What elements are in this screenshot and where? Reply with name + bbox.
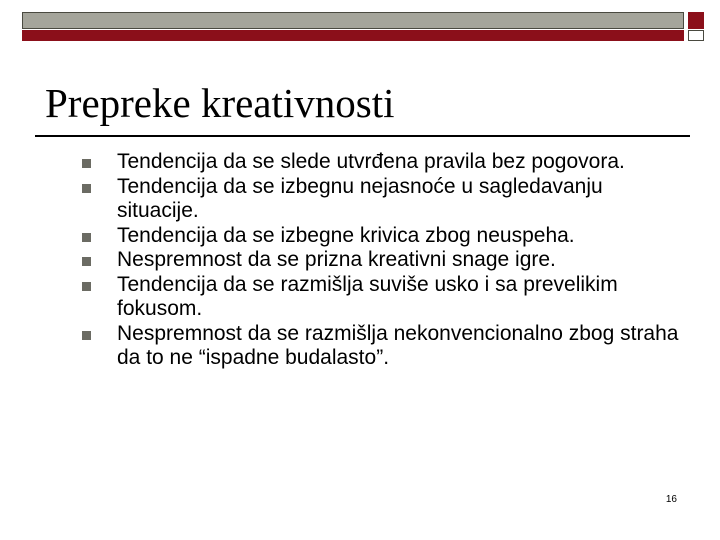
square-bullet-icon (82, 331, 91, 340)
square-bullet-icon (82, 233, 91, 242)
bullet-item (70, 248, 690, 273)
bullet-text: Nespremnost da se prizna kreativni snage igre. (117, 248, 556, 271)
bullet-item (70, 322, 690, 371)
bullet-item (70, 150, 690, 175)
bullet-text: Tendencija da se razmišlja suviše usko i sa prevelikim fokusom. (117, 272, 618, 320)
header-bar-red (22, 30, 684, 41)
header-corner-square-red (688, 12, 704, 29)
square-bullet-icon (82, 282, 91, 291)
square-bullet-icon (82, 159, 91, 168)
square-bullet-icon (82, 184, 91, 193)
header-corner-square-outline (688, 30, 704, 41)
page-number: 16 (665, 494, 677, 505)
bullet-text: Tendencija da se slede utvrđena pravila bez pogovora. (117, 150, 625, 173)
bullet-item (70, 224, 690, 249)
square-bullet-icon (82, 257, 91, 266)
bullet-text: Tendencija da se izbegne krivica zbog neuspeha. (117, 223, 575, 247)
bullet-text: Tendencija da se izbegnu nejasnoće u sagledavanju situacije. (117, 174, 603, 222)
bullet-list (70, 150, 690, 371)
bullet-item (70, 175, 690, 224)
title-underline (35, 135, 690, 137)
bullet-item (70, 273, 690, 322)
header-bar-gray (22, 12, 684, 29)
slide-title: Prepreke kreativnosti (45, 80, 395, 126)
bullet-text: Nespremnost da se razmišlja nekonvencionalno zbog straha da to ne “ispadne budalasto”. (117, 321, 679, 369)
